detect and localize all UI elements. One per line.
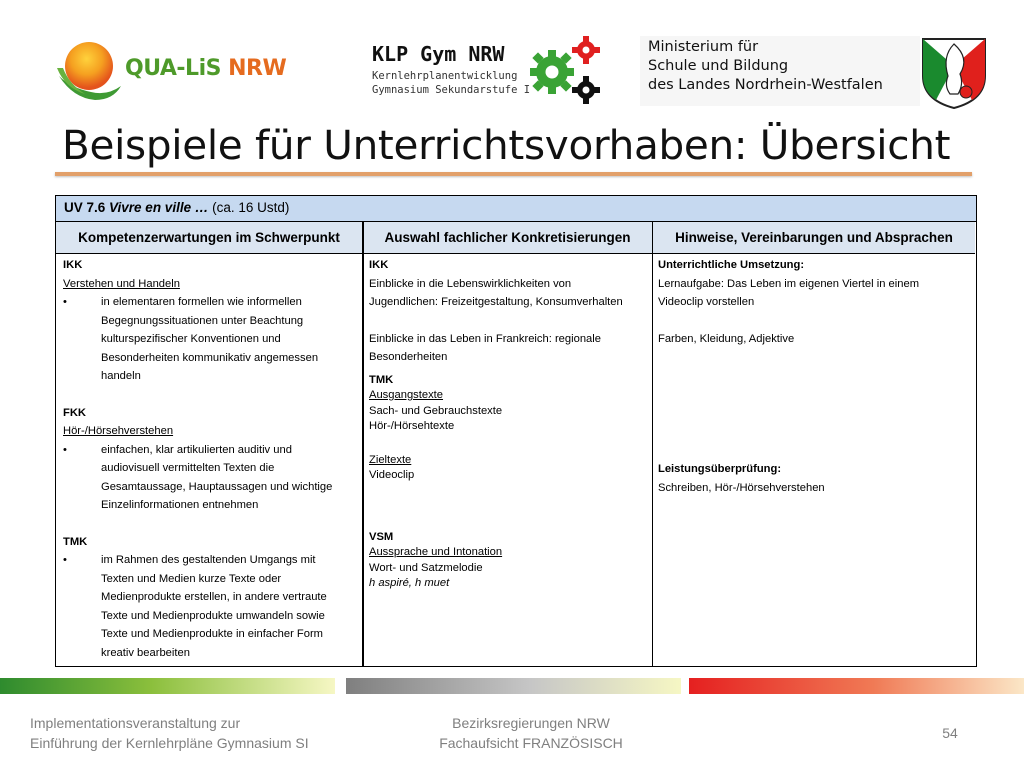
text-line: Jugendlichen: Freizeitgestaltung, Konsumverhalten (369, 296, 623, 308)
ministry-line-3: des Landes Nordrhein-Westfalen (648, 77, 883, 93)
list-item-line: • einfachen, klar artikulierten auditiv und (101, 443, 292, 456)
footer-bar-grey (346, 678, 681, 694)
klp-logo-subtitle-2: Gymnasium Sekundarstufe I (372, 84, 531, 96)
ausgangstexte-subheading: Ausgangstexte (369, 389, 444, 401)
text-line: Besonderheiten (369, 351, 448, 363)
fkk-heading: FKK (63, 406, 86, 419)
klp-logo-title: KLP Gym NRW (372, 42, 505, 66)
footer-bar-green (0, 678, 335, 694)
footer-left-line-2: Einführung der Kernlehrpläne Gymnasium SI (30, 735, 309, 751)
uv-time: (ca. 16 Ustd) (208, 200, 290, 215)
text-line: Sach- und Gebrauchstexte (369, 404, 503, 417)
text-line: Einblicke in die Lebenswirklichkeiten von (369, 277, 572, 290)
footer-middle-line-2: Fachaufsicht FRANZÖSISCH (439, 735, 623, 751)
list-item-line: kreativ bearbeiten (101, 646, 190, 659)
vsm-heading: VSM (369, 530, 394, 543)
text-line-italic: h aspiré, h muet (369, 577, 450, 589)
qualis-wordmark (125, 56, 286, 81)
fkk-subheading: Hör-/Hörsehverstehen (63, 425, 174, 437)
list-item-line: audiovisuell vermittelten Texten die (101, 462, 275, 474)
text-line: Farben, Kleidung, Adjektive (658, 332, 795, 345)
column-header-hinweise: Hinweise, Vereinbarungen und Absprachen (653, 222, 975, 254)
list-item-line: Texte und Medienprodukte in einfacher Form (101, 628, 324, 640)
tmk-heading: TMK (63, 535, 88, 548)
ikk-subheading: Verstehen und Handeln (63, 277, 180, 290)
list-item (63, 551, 355, 662)
uv-name: Vivre en ville … (109, 200, 209, 215)
tmk-heading: TMK (369, 373, 394, 386)
text-line: Hör-/Hörsehtexte (369, 420, 455, 432)
aussprache-subheading: Aussprache und Intonation (369, 546, 503, 558)
qualis-wordmark-part1: QUA-LiS (125, 56, 229, 81)
qualis-wordmark-part2: NRW (228, 56, 287, 81)
zieltexte-subheading: Zieltexte (369, 453, 412, 466)
cell-hinweise (658, 256, 970, 497)
list-item-line: Besonderheiten kommunikativ angemessen (101, 351, 319, 364)
title-divider (55, 172, 972, 176)
list-item (63, 293, 355, 386)
column-header-kompetenzerwartungen: Kompetenzerwartungen im Schwerpunkt (56, 222, 362, 254)
list-item (63, 441, 355, 515)
ministry-line-1: Ministerium für (648, 39, 759, 55)
footer-left-line-1: Implementationsveranstaltung zur (30, 715, 241, 731)
column-divider (362, 222, 364, 666)
ikk-heading: IKK (369, 259, 389, 271)
text-line: Lernaufgabe: Das Leben im eigenen Viertel in einem (658, 277, 920, 290)
footer-bar-red (689, 678, 1024, 694)
footer-middle-text (400, 713, 662, 753)
uv-label: UV 7.6 (64, 200, 110, 215)
page-title: Beispiele für Unterrichtsvorhaben: Übersicht (62, 121, 951, 169)
ikk-heading: IKK (63, 259, 83, 271)
list-item-line: Einzelinformationen entnehmen (101, 499, 259, 511)
list-item-line: Texte und Medienprodukte umwandeln sowie (101, 609, 325, 622)
gears-icon (522, 34, 604, 106)
column-header-konkretisierungen: Auswahl fachlicher Konkretisierungen (364, 222, 652, 254)
qualis-sun-icon (55, 38, 125, 104)
klp-logo-subtitle-1: Kernlehrplanentwicklung (372, 70, 518, 82)
footer-left-text (30, 713, 309, 753)
footer-middle-line-1: Bezirksregierungen NRW (452, 715, 610, 731)
text-line: Videoclip (369, 469, 415, 481)
list-item-line: • im Rahmen des gestaltenden Umgangs mit (101, 554, 316, 566)
list-item-line: Gesamtaussage, Hauptaussagen und wichtige (101, 480, 333, 493)
list-item-line: Medienprodukte erstellen, in andere vertraute (101, 591, 327, 603)
list-item-line: • in elementaren formellen wie informellen (101, 296, 302, 308)
leistung-heading: Leistungsüberprüfung: (658, 463, 782, 475)
unterrichtsvorhaben-table (55, 195, 977, 667)
list-item-line: Texten und Medien kurze Texte oder (101, 572, 282, 585)
page-number: 54 (942, 725, 958, 741)
cell-konkretisierungen (369, 256, 647, 592)
cell-kompetenzerwartungen (63, 256, 355, 662)
ministry-logo-text (648, 38, 883, 95)
column-divider (652, 222, 654, 666)
nrw-crest-icon (920, 36, 988, 110)
list-item-line: handeln (101, 370, 141, 382)
list-item-line: kulturspezifischer Konventionen und (101, 333, 281, 345)
text-line: Schreiben, Hör-/Hörsehverstehen (658, 481, 825, 494)
list-item-line: Begegnungssituationen unter Beachtung (101, 314, 304, 327)
ministry-line-2: Schule und Bildung (648, 58, 789, 74)
text-line: Wort- und Satzmelodie (369, 561, 483, 574)
text-line: Einblicke in das Leben in Frankreich: regionale (369, 332, 601, 345)
table-title-row (56, 196, 976, 222)
umsetzung-heading: Unterrichtliche Umsetzung: (658, 259, 805, 271)
text-line: Videoclip vorstellen (658, 296, 755, 308)
